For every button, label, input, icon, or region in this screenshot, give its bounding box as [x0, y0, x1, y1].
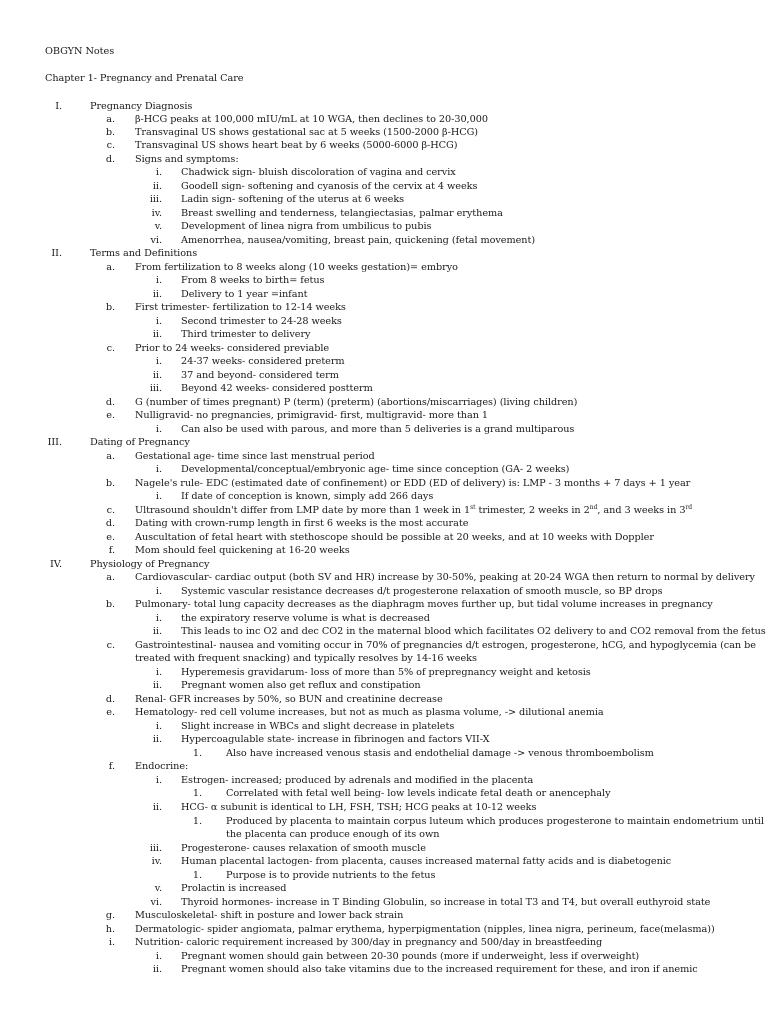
outline-text: G (number of times pregnant) P (term) (preterm) (abortions/miscarriages) (living children) [135, 397, 578, 408]
outline-marker: i. [155, 667, 162, 678]
outline-marker: c. [106, 140, 115, 151]
outline-text: From fertilization to 8 weeks along (10 weeks gestation)= embryo [135, 262, 458, 273]
outline-marker: b. [105, 478, 115, 489]
outline-text: Cardiovascular- cardiac output (both SV and HR) increase by 30-50%, peaking at 20-24 WGA then return to normal by delivery [135, 572, 755, 583]
outline-text: Developmental/conceptual/embryonic age- time since conception (GA- 2 weeks) [181, 464, 570, 475]
outline-marker: ii. [152, 964, 162, 975]
outline-marker: i. [155, 356, 162, 367]
outline-marker: c. [106, 640, 115, 651]
outline-text: the placenta can produce enough of its own [226, 829, 440, 840]
outline-marker: d. [105, 694, 115, 705]
outline-text: Correlated with fetal well being- low levels indicate fetal death or anencephaly [226, 788, 611, 799]
outline-marker: i. [155, 316, 162, 327]
outline-text: Breast swelling and tenderness, telangiectasias, palmar erythema [181, 208, 503, 219]
outline-marker: ii. [152, 802, 162, 813]
outline-marker: 1. [192, 870, 202, 881]
outline-marker: v. [154, 883, 162, 894]
outline-text: Physiology of Pregnancy [90, 559, 210, 570]
text-run: , and 3 weeks in 3 [597, 505, 686, 516]
outline-marker: iii. [149, 194, 162, 205]
outline-text: Musculoskeletal- shift in posture and lower back strain [135, 910, 404, 921]
outline-text: Hypercoagulable state- increase in fibrinogen and factors VII-X [181, 734, 490, 745]
outline-marker: v. [154, 221, 162, 232]
outline-text: Hematology- red cell volume increases, but not as much as plasma volume, -> dilutional anemia [135, 707, 604, 718]
outline-marker: b. [105, 599, 115, 610]
ordinal-superscript: nd [589, 504, 598, 511]
ordinal-superscript: st [470, 504, 476, 511]
outline-text: Chadwick sign- bluish discoloration of vagina and cervix [181, 167, 456, 178]
outline-marker: i. [108, 937, 115, 948]
outline-text: the expiratory reserve volume is what is decreased [181, 613, 430, 624]
outline-text: Transvaginal US shows gestational sac at 5 weeks (1500-2000 β-HCG) [135, 127, 478, 138]
outline-marker: 1. [192, 816, 202, 827]
outline-text: Mom should feel quickening at 16-20 weeks [135, 545, 350, 556]
outline-text: Beyond 42 weeks- considered postterm [181, 383, 373, 394]
outline-marker: e. [106, 410, 115, 421]
outline-text: Human placental lactogen- from placenta, causes increased maternal fatty acids and is diabetogenic [181, 856, 672, 867]
ordinal-superscript: rd [685, 504, 693, 511]
outline-marker: a. [106, 451, 115, 462]
outline-text: Nutrition- caloric requirement increased by 300/day in pregnancy and 500/day in breastfeeding [135, 937, 603, 948]
outline-marker: i. [155, 613, 162, 624]
outline-marker: ii. [152, 680, 162, 691]
outline-marker: e. [106, 707, 115, 718]
outline-text: Purpose is to provide nutrients to the fetus [226, 870, 436, 881]
outline-text: Can also be used with parous, and more than 5 deliveries is a grand multiparous [181, 424, 575, 435]
outline-marker: i. [155, 721, 162, 732]
outline-marker: IV. [49, 559, 62, 570]
outline-text: Terms and Definitions [90, 248, 198, 259]
outline-marker: vi. [150, 235, 162, 246]
outline-text: Auscultation of fetal heart with stethoscope should be possible at 20 weeks, and at 10 weeks with Doppler [135, 532, 654, 543]
outline-marker: e. [106, 532, 115, 543]
outline-marker: iv. [151, 208, 162, 219]
outline-marker: i. [155, 275, 162, 286]
outline-marker: a. [106, 572, 115, 583]
outline-text: First trimester- fertilization to 12-14 weeks [135, 302, 346, 313]
outline-text: Nagele's rule- EDC (estimated date of confinement) or EDD (ED of delivery) is: LMP - 3 months + 7 days + 1 year [135, 478, 691, 489]
outline-marker: i. [155, 775, 162, 786]
outline-marker: d. [105, 518, 115, 529]
outline-marker: II. [51, 248, 62, 259]
outline-marker: i. [155, 586, 162, 597]
outline-marker: b. [105, 127, 115, 138]
outline-text: Pregnant women also get reflux and constipation [181, 680, 421, 691]
outline-text: Slight increase in WBCs and slight decrease in platelets [181, 721, 455, 732]
outline-marker: ii. [152, 289, 162, 300]
outline-text: Thyroid hormones- increase in T Binding Globulin, so increase in total T3 and T4, but overall euthyroid state [181, 897, 711, 908]
outline-text: Development of linea nigra from umbilicus to pubis [181, 221, 432, 232]
outline-text: Renal- GFR increases by 50%, so BUN and creatinine decrease [135, 694, 443, 705]
outline-text: From 8 weeks to birth= fetus [181, 275, 325, 286]
outline-text: This leads to inc O2 and dec CO2 in the maternal blood which facilitates O2 delivery to and CO2 removal from the fetus [181, 626, 766, 637]
outline-text: Amenorrhea, nausea/vomiting, breast pain, quickening (fetal movement) [181, 235, 536, 246]
outline-text: Dermatologic- spider angiomata, palmar erythema, hyperpigmentation (nipples, linea nigra, perineum, face(melasma)) [135, 924, 715, 935]
outline-text: Gestational age- time since last menstrual period [135, 451, 375, 462]
outline-marker: i. [155, 951, 162, 962]
outline-marker: ii. [152, 734, 162, 745]
outline-text: Prolactin is increased [181, 883, 287, 894]
outline-marker: 1. [192, 788, 202, 799]
outline-text: Produced by placenta to maintain corpus luteum which produces progesterone to maintain endometrium until [226, 816, 764, 827]
outline-text: Goodell sign- softening and cyanosis of the cervix at 4 weeks [181, 181, 478, 192]
chapter-heading-text: Chapter 1- Pregnancy and Prenatal Care [45, 73, 244, 84]
outline-marker: a. [106, 262, 115, 273]
outline-text: Gastrointestinal- nausea and vomiting occur in 70% of pregnancies d/t estrogen, progesterone, hCG, and hypoglycemia (can be [135, 640, 756, 651]
outline-text: treated with frequent snacking) and typically resolves by 14-16 weeks [135, 653, 477, 664]
outline-marker: iv. [151, 856, 162, 867]
outline-marker: c. [106, 343, 115, 354]
outline-text: Pregnant women should also take vitamins due to the increased requirement for these, and iron if anemic [181, 964, 698, 975]
outline-marker: III. [47, 437, 62, 448]
outline-text: Delivery to 1 year =infant [181, 289, 308, 300]
outline-marker: f. [108, 761, 115, 772]
outline-marker: d. [105, 397, 115, 408]
outline-text: Second trimester to 24-28 weeks [181, 316, 342, 327]
outline-text: Also have increased venous stasis and endothelial damage -> venous thromboembolism [226, 748, 654, 759]
outline-text: HCG- α subunit is identical to LH, FSH, TSH; HCG peaks at 10-12 weeks [181, 802, 537, 813]
text-run: Ultrasound shouldn't differ from LMP date by more than 1 week in 1 [135, 505, 471, 516]
outline-marker: ii. [152, 626, 162, 637]
outline-marker: ii. [152, 370, 162, 381]
outline-text: Endocrine: [135, 761, 189, 772]
outline-marker: I. [55, 101, 62, 112]
outline-text: 37 and beyond- considered term [181, 370, 339, 381]
outline-text: Third trimester to delivery [181, 329, 311, 340]
outline-text: β-HCG peaks at 100,000 mIU/mL at 10 WGA, then declines to 20-30,000 [135, 114, 488, 125]
outline-marker: c. [106, 505, 115, 516]
outline-marker: h. [105, 924, 115, 935]
outline-text: Pregnancy Diagnosis [90, 101, 193, 112]
outline-text: If date of conception is known, simply add 266 days [181, 491, 434, 502]
outline-text: Prior to 24 weeks- considered previable [135, 343, 330, 354]
outline-marker: ii. [152, 329, 162, 340]
outline-text: Transvaginal US shows heart beat by 6 weeks (5000-6000 β-HCG) [135, 140, 458, 151]
outline-text: Progesterone- causes relaxation of smooth muscle [181, 843, 426, 854]
outline-marker: a. [106, 114, 115, 125]
outline-text: 24-37 weeks- considered preterm [181, 356, 345, 367]
outline-text: Pregnant women should gain between 20-30 pounds (more if underweight, less if overweight) [181, 951, 640, 962]
outline-text: Systemic vascular resistance decreases d/t progesterone relaxation of smooth muscle, so BP drops [181, 586, 663, 597]
outline-text: Ladin sign- softening of the uterus at 6 weeks [181, 194, 405, 205]
outline-marker: iii. [149, 843, 162, 854]
outline-marker: vi. [150, 897, 162, 908]
outline-marker: i. [155, 491, 162, 502]
outline-text: Hyperemesis gravidarum- loss of more than 5% of prepregnancy weight and ketosis [181, 667, 591, 678]
outline-marker: iii. [149, 383, 162, 394]
outline-marker: b. [105, 302, 115, 313]
outline-marker: i. [155, 464, 162, 475]
outline-marker: f. [108, 545, 115, 556]
outline-marker: ii. [152, 181, 162, 192]
outline-text: Dating of Pregnancy [90, 437, 190, 448]
outline-marker: g. [105, 910, 115, 921]
outline-text: Signs and symptoms: [135, 154, 239, 165]
outline-text: Estrogen- increased; produced by adrenals and modified in the placenta [181, 775, 534, 786]
outline-marker: 1. [192, 748, 202, 759]
document-title-text: OBGYN Notes [45, 46, 115, 57]
text-run: trimester, 2 weeks in 2 [475, 505, 590, 516]
outline-text: Pulmonary- total lung capacity decreases as the diaphragm moves further up, but tidal volume increases in pregnancy [135, 599, 713, 610]
outline-marker: d. [105, 154, 115, 165]
outline-text [135, 504, 692, 517]
outline-marker: i. [155, 167, 162, 178]
outline-text: Nulligravid- no pregnancies, primigravid- first, multigravid- more than 1 [135, 410, 489, 421]
outline-text: Dating with crown-rump length in first 6 weeks is the most accurate [135, 518, 469, 529]
outline-marker: i. [155, 424, 162, 435]
